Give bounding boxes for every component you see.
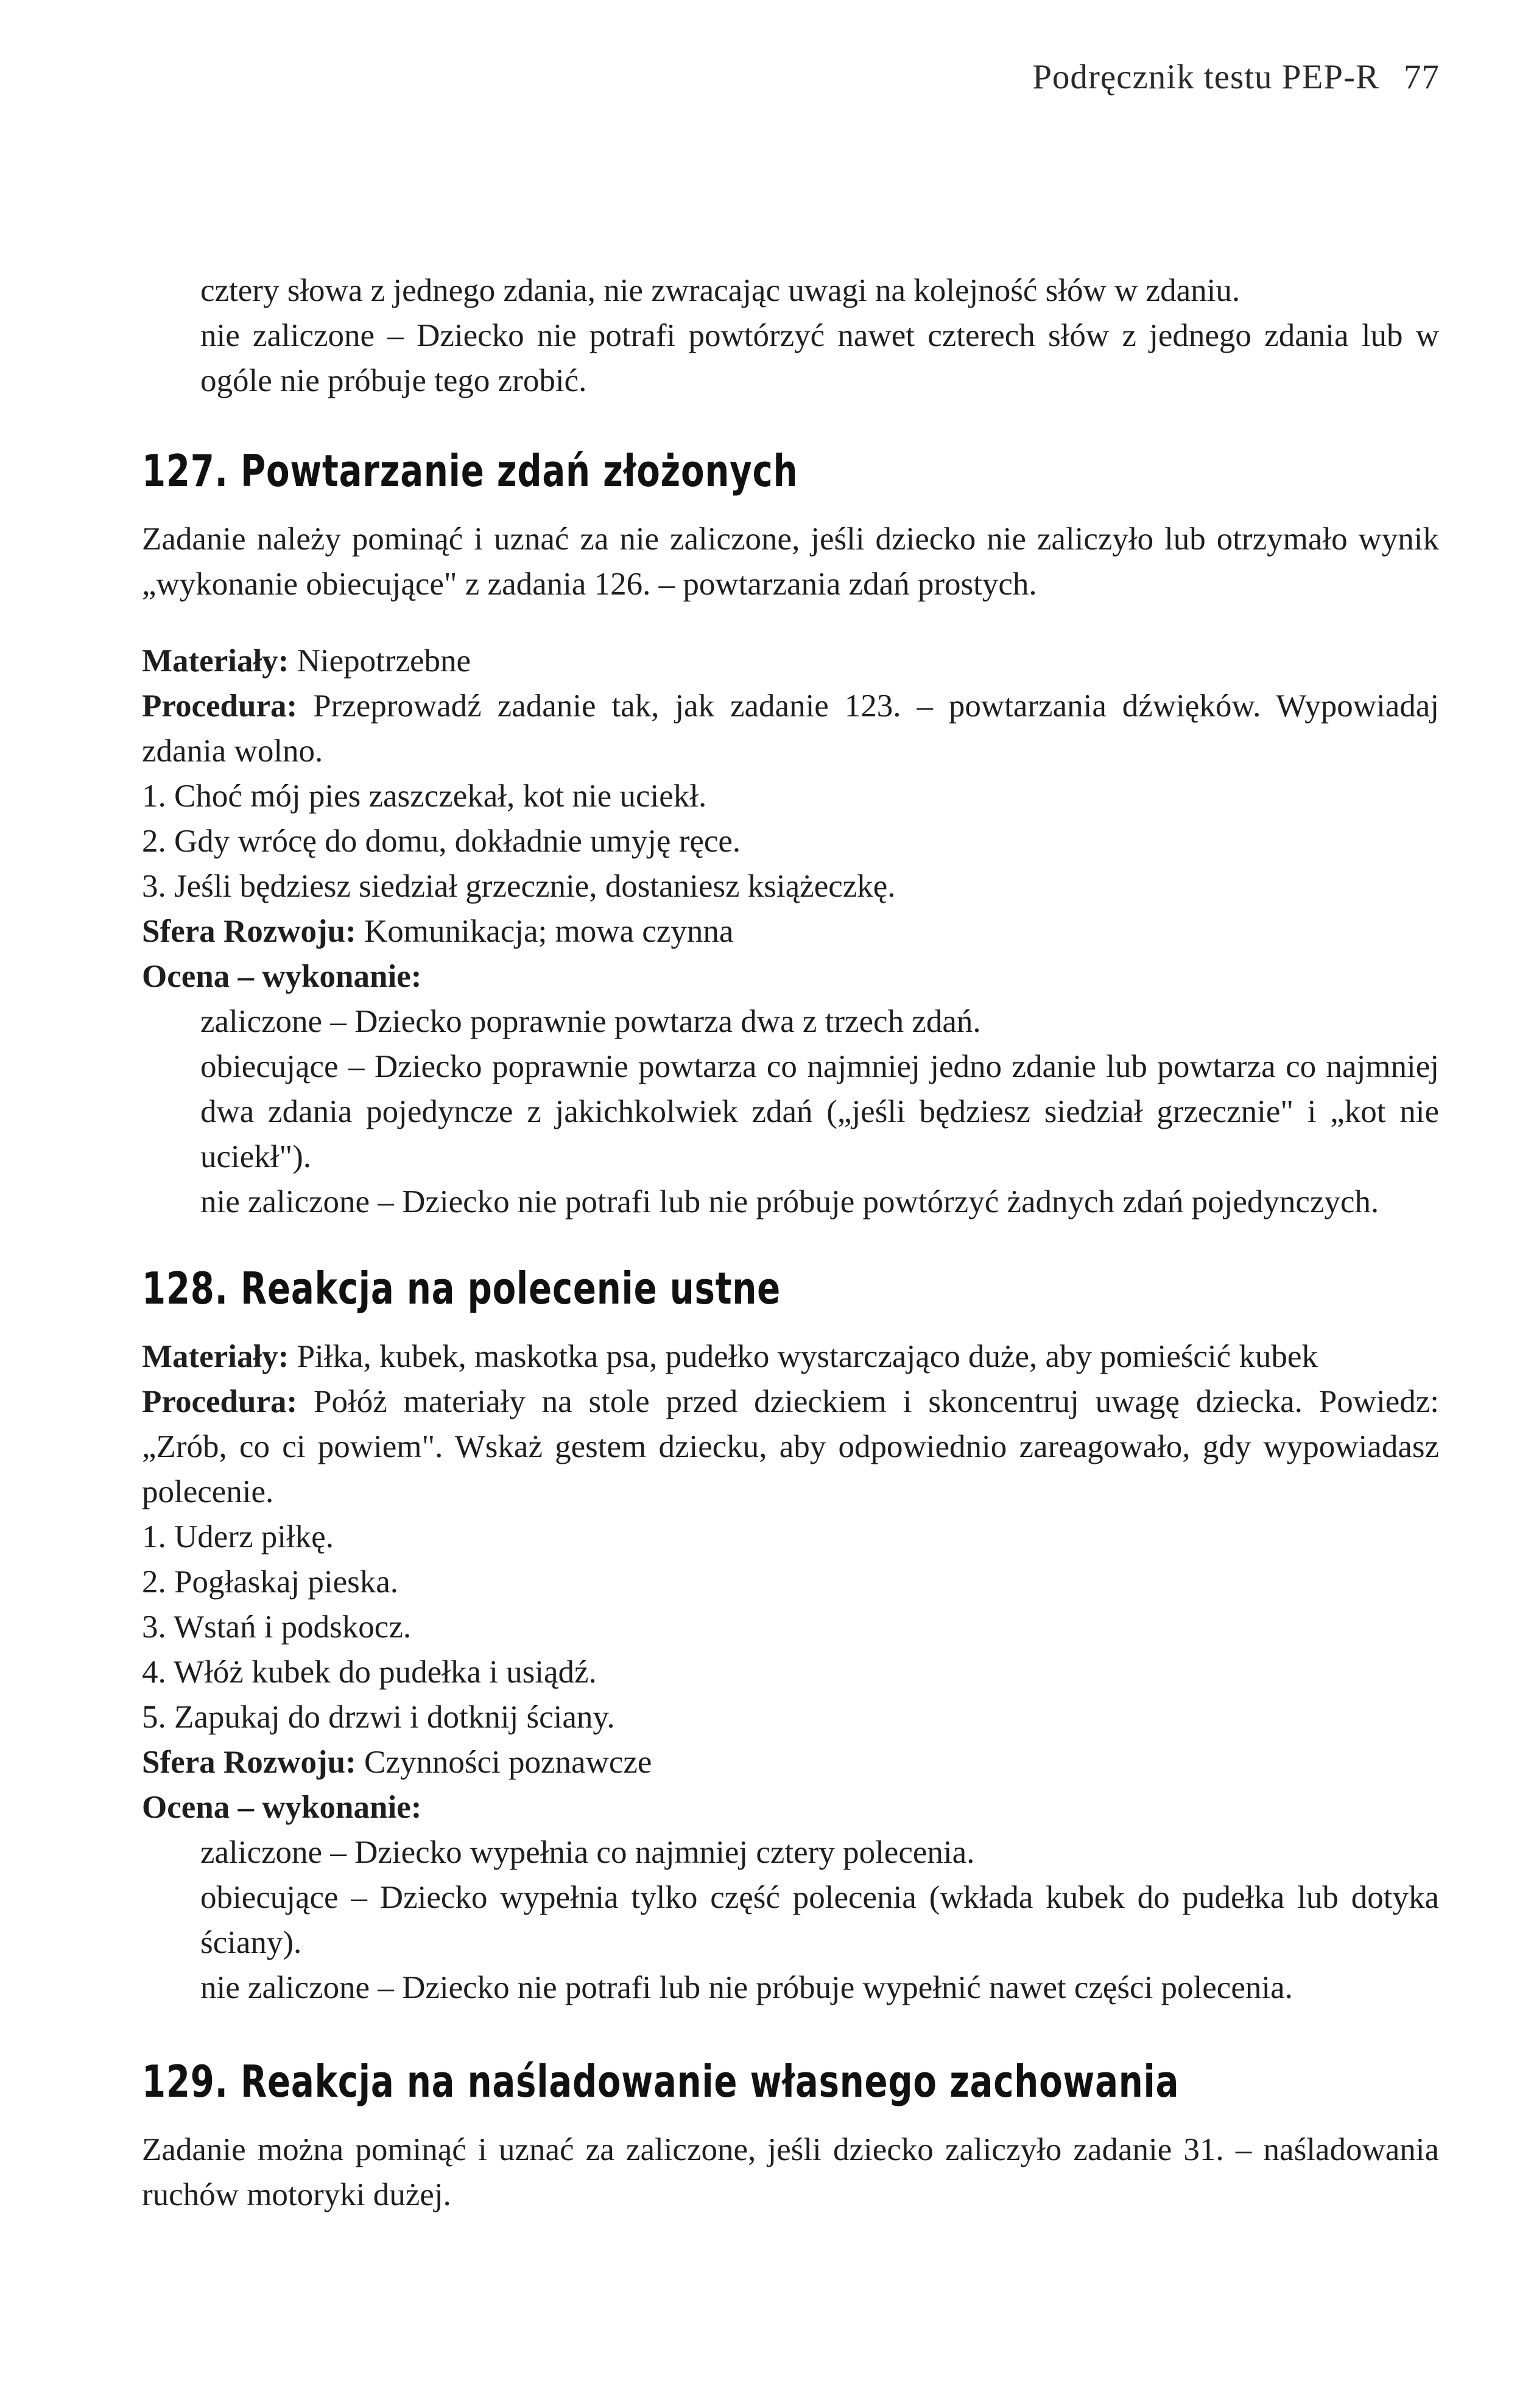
materials-value: Niepotrzebne — [297, 643, 471, 679]
list-item: 1. Choć mój pies zaszczekał, kot nie uciekł. — [142, 779, 707, 814]
intro-line: cztery słowa z jednego zdania, nie zwracając uwagi na kolejność słów w zdaniu. — [200, 273, 1241, 308]
materials-line — [142, 1334, 1439, 1379]
section-heading-127: 127. Powtarzanie zdań złożonych — [142, 445, 798, 496]
list-item: 4. Włóż kubek do pudełka i usiądź. — [142, 1654, 597, 1690]
section-note: Zadanie należy pominąć i uznać za nie zaliczone, jeśli dziecko nie zaliczyło lub otrzymało wynik „wykonanie obiecujące" z zadania 126. – powtarzania zdań prostych. — [142, 521, 1439, 602]
sphere-label: Sfera Rozwoju: — [142, 1745, 356, 1780]
section-heading-129: 129. Reakcja na naśladowanie własnego zachowania — [142, 2056, 1180, 2107]
score-item: zaliczone – Dziecko poprawnie powtarza dwa z trzech zdań. — [200, 1004, 981, 1039]
score-item: obiecujące – Dziecko wypełnia tylko część polecenia (wkłada kubek do pudełka lub dotyka ściany). — [200, 1880, 1439, 1960]
sphere-label: Sfera Rozwoju: — [142, 914, 356, 949]
sphere-value: Czynności poznawcze — [364, 1745, 652, 1780]
page-content — [142, 268, 1439, 2217]
list-item: 3. Wstań i podskocz. — [142, 1609, 412, 1645]
score-label: Ocena – wykonanie: — [142, 959, 422, 994]
procedure-value: Przeprowadź zadanie tak, jak zadanie 123. – powtarzania dźwięków. Wypowiadaj zdania wolno. — [142, 688, 1440, 769]
materials-label: Materiały: — [142, 1339, 289, 1374]
score-item: nie zaliczone – Dziecko nie potrafi lub nie próbuje wypełnić nawet części polecenia. — [200, 1970, 1293, 2005]
score-item: nie zaliczone – Dziecko nie potrafi lub nie próbuje powtórzyć żadnych zdań pojedynczych. — [200, 1184, 1379, 1220]
page-number: 77 — [1404, 58, 1440, 96]
procedure-value: Połóż materiały na stole przed dzieckiem i skoncentruj uwagę dziecka. Powiedz: „Zrób, co ci powiem". Wskaż gestem dziecku, aby odpowiednio zareagowało, gdy wypowiadasz polecenie. — [142, 1384, 1439, 1509]
procedure-label: Procedura: — [142, 1384, 298, 1419]
book-title: Podręcznik testu PEP-R — [1032, 58, 1379, 96]
running-header — [1032, 57, 1440, 97]
list-item: 5. Zapukaj do drzwi i dotknij ściany. — [142, 1700, 615, 1735]
list-item: 2. Gdy wrócę do domu, dokładnie umyję ręce. — [142, 824, 741, 859]
intro-line: nie zaliczone – Dziecko nie potrafi powtórzyć nawet czterech słów z jednego zdania lub w ogóle nie próbuje tego zrobić. — [200, 318, 1439, 398]
score-item: zaliczone – Dziecko wypełnia co najmniej cztery polecenia. — [200, 1835, 975, 1870]
materials-line — [142, 638, 1439, 683]
procedure-line — [142, 683, 1439, 774]
materials-label: Materiały: — [142, 643, 289, 679]
section-note: Zadanie można pominąć i uznać za zaliczone, jeśli dziecko zaliczyło zadanie 31. – naśladowania ruchów motoryki dużej. — [142, 2132, 1439, 2212]
list-item: 1. Uderz piłkę. — [142, 1519, 334, 1555]
procedure-label: Procedura: — [142, 688, 298, 724]
sphere-line — [142, 1740, 1439, 1785]
sphere-value: Komunikacja; mowa czynna — [364, 914, 734, 949]
sphere-line — [142, 909, 1439, 954]
score-label: Ocena – wykonanie: — [142, 1790, 422, 1825]
score-item: obiecujące – Dziecko poprawnie powtarza co najmniej jedno zdanie lub powtarza co najmniej dwa zdania pojedyncze z jakichkolwiek zdań („jeśli będziesz siedział grzecznie" i „kot nie uciekł"). — [200, 1049, 1439, 1174]
section-heading-128: 128. Reakcja na polecenie ustne — [142, 1263, 781, 1314]
list-item: 3. Jeśli będziesz siedział grzecznie, dostaniesz książeczkę. — [142, 869, 896, 904]
materials-value: Piłka, kubek, maskotka psa, pudełko wystarczająco duże, aby pomieścić kubek — [297, 1339, 1318, 1374]
procedure-line — [142, 1379, 1439, 1514]
list-item: 2. Pogłaskaj pieska. — [142, 1564, 398, 1600]
